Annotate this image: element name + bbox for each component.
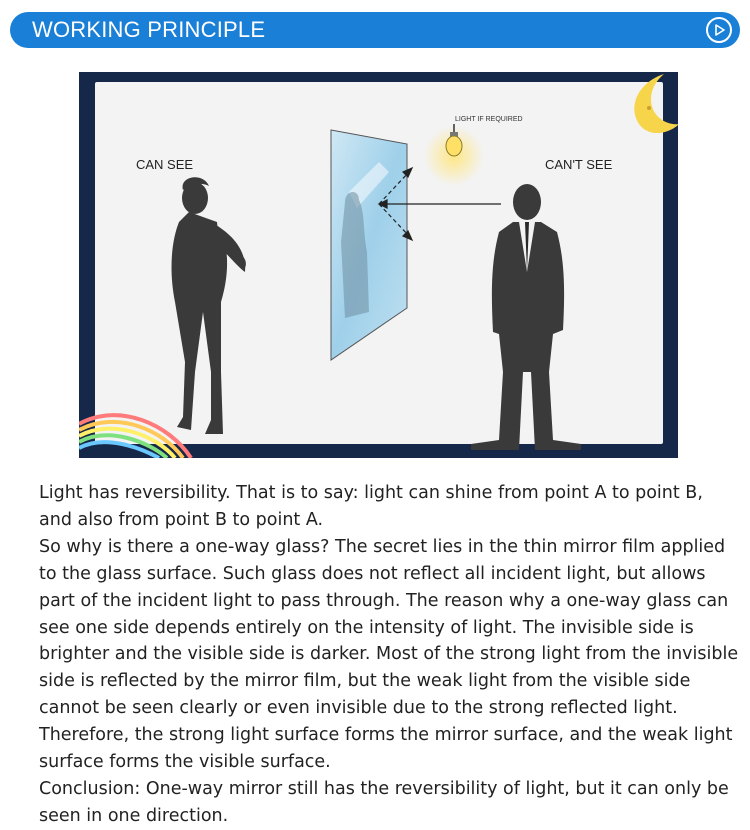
light-label: LIGHT IF REQUIRED	[455, 116, 523, 123]
explanation-text	[39, 480, 739, 830]
illustration-svg	[79, 72, 678, 458]
play-circle-icon[interactable]	[706, 17, 732, 43]
paragraph-reversibility: Light has reversibility. That is to say: light can shine from point A to point B, and also from point B to point A.	[39, 483, 703, 530]
one-way-mirror-illustration	[79, 72, 678, 458]
section-header	[10, 12, 740, 48]
paragraph-conclusion: Conclusion: One-way mirror still has the reversibility of light, but it can only be seen in one direction.	[39, 778, 729, 826]
section-title: WORKING PRINCIPLE	[32, 17, 266, 42]
paragraph-explanation: So why is there a one-way glass? The secret lies in the thin mirror film applied to the glass surface. Such glass does not reflect all incident light, but allows part of the incident light to pass through. The reason why a one-way glass can see one side depends entirely on the intensity of light. The invisible side is brighter and the visible side is darker. Most of the strong light from the invisible side is reflected by the mirror film, but the weak light from the visible side cannot be seen clearly or even invisible due to the strong reflected light. Therefore, the strong light surface forms the mirror surface, and the weak light surface forms the visible surface.	[39, 536, 739, 773]
can-see-label: CAN SEE	[136, 157, 194, 172]
cant-see-label: CAN'T SEE	[545, 157, 613, 172]
